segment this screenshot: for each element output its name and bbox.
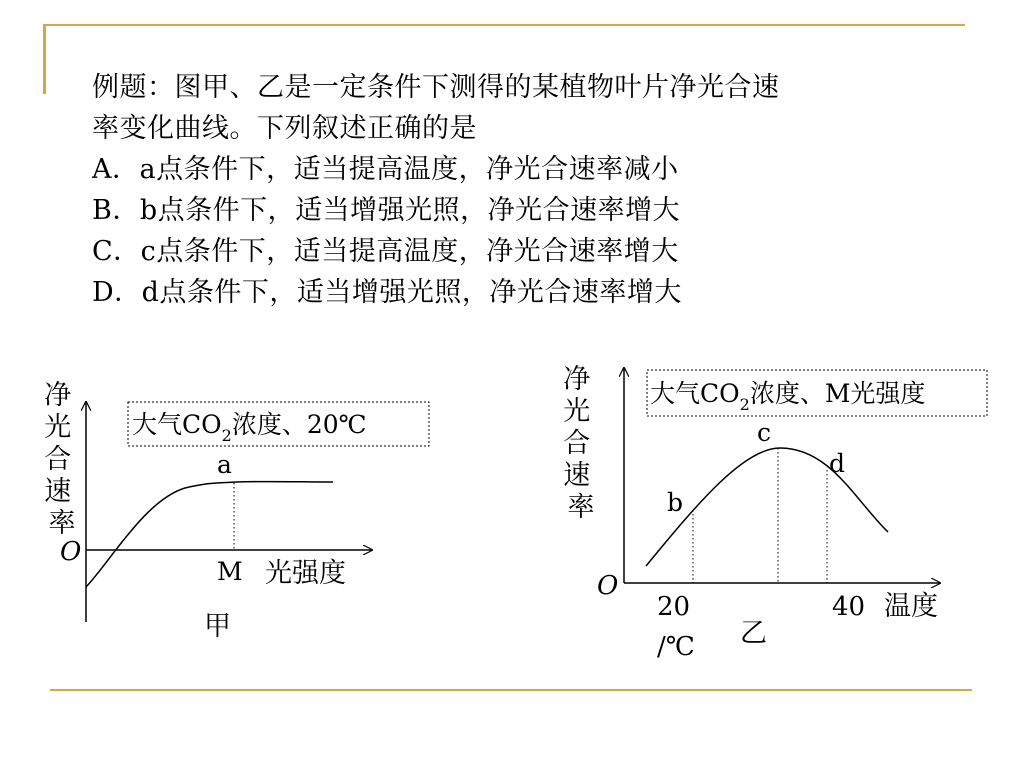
yi-y-label [563, 364, 599, 523]
yi-point-b: b [667, 488, 684, 517]
jia-y-char-5: 率 [48, 508, 76, 539]
yi-y-char-2: 光 [563, 396, 591, 427]
option-d: D．d点条件下，适当增强光照，净光合速率增大 [92, 277, 682, 308]
figure-jia [44, 380, 429, 642]
jia-y-char-3: 合 [44, 444, 72, 475]
yi-caption: 乙 [740, 618, 767, 649]
yi-tick-40: 40 [832, 592, 866, 622]
question-stem-line1: 例题：图甲、乙是一定条件下测得的某植物叶片净光合速 [92, 72, 780, 103]
jia-caption: 甲 [204, 611, 231, 642]
jia-x-label: 光强度 [265, 558, 346, 589]
yi-point-d: d [829, 449, 846, 478]
yi-x-unit: /℃ [657, 632, 695, 662]
figure-yi [563, 364, 987, 662]
jia-y-char-1: 净 [44, 380, 72, 411]
question-stem-line2: 率变化曲线。下列叙述正确的是 [92, 113, 477, 144]
jia-condition-label: 大气$CO_2$浓度、20℃ [132, 410, 367, 445]
option-c: C．c点条件下，适当提高温度，净光合速率增大 [92, 236, 679, 267]
jia-point-a: a [217, 450, 232, 479]
yi-tick-20: 20 [657, 592, 691, 622]
option-b: B．b点条件下，适当增强光照，净光合速率增大 [92, 195, 681, 226]
yi-y-char-4: 速 [563, 460, 591, 491]
jia-origin: O [60, 537, 82, 567]
jia-point-m: M [217, 557, 243, 586]
yi-point-c: c [757, 418, 772, 447]
yi-y-char-3: 合 [563, 428, 591, 459]
yi-origin: O [597, 571, 619, 601]
jia-y-char-2: 光 [44, 412, 72, 443]
yi-condition-label: 大气$CO_2$浓度、M光强度 [650, 379, 926, 414]
jia-y-char-4: 速 [44, 476, 72, 507]
yi-x-label: 温度 [884, 591, 938, 622]
yi-y-char-1: 净 [563, 364, 591, 395]
option-a: A．a点条件下，适当提高温度，净光合速率减小 [92, 154, 679, 185]
yi-y-char-5: 率 [567, 492, 595, 523]
jia-y-label [44, 380, 80, 539]
